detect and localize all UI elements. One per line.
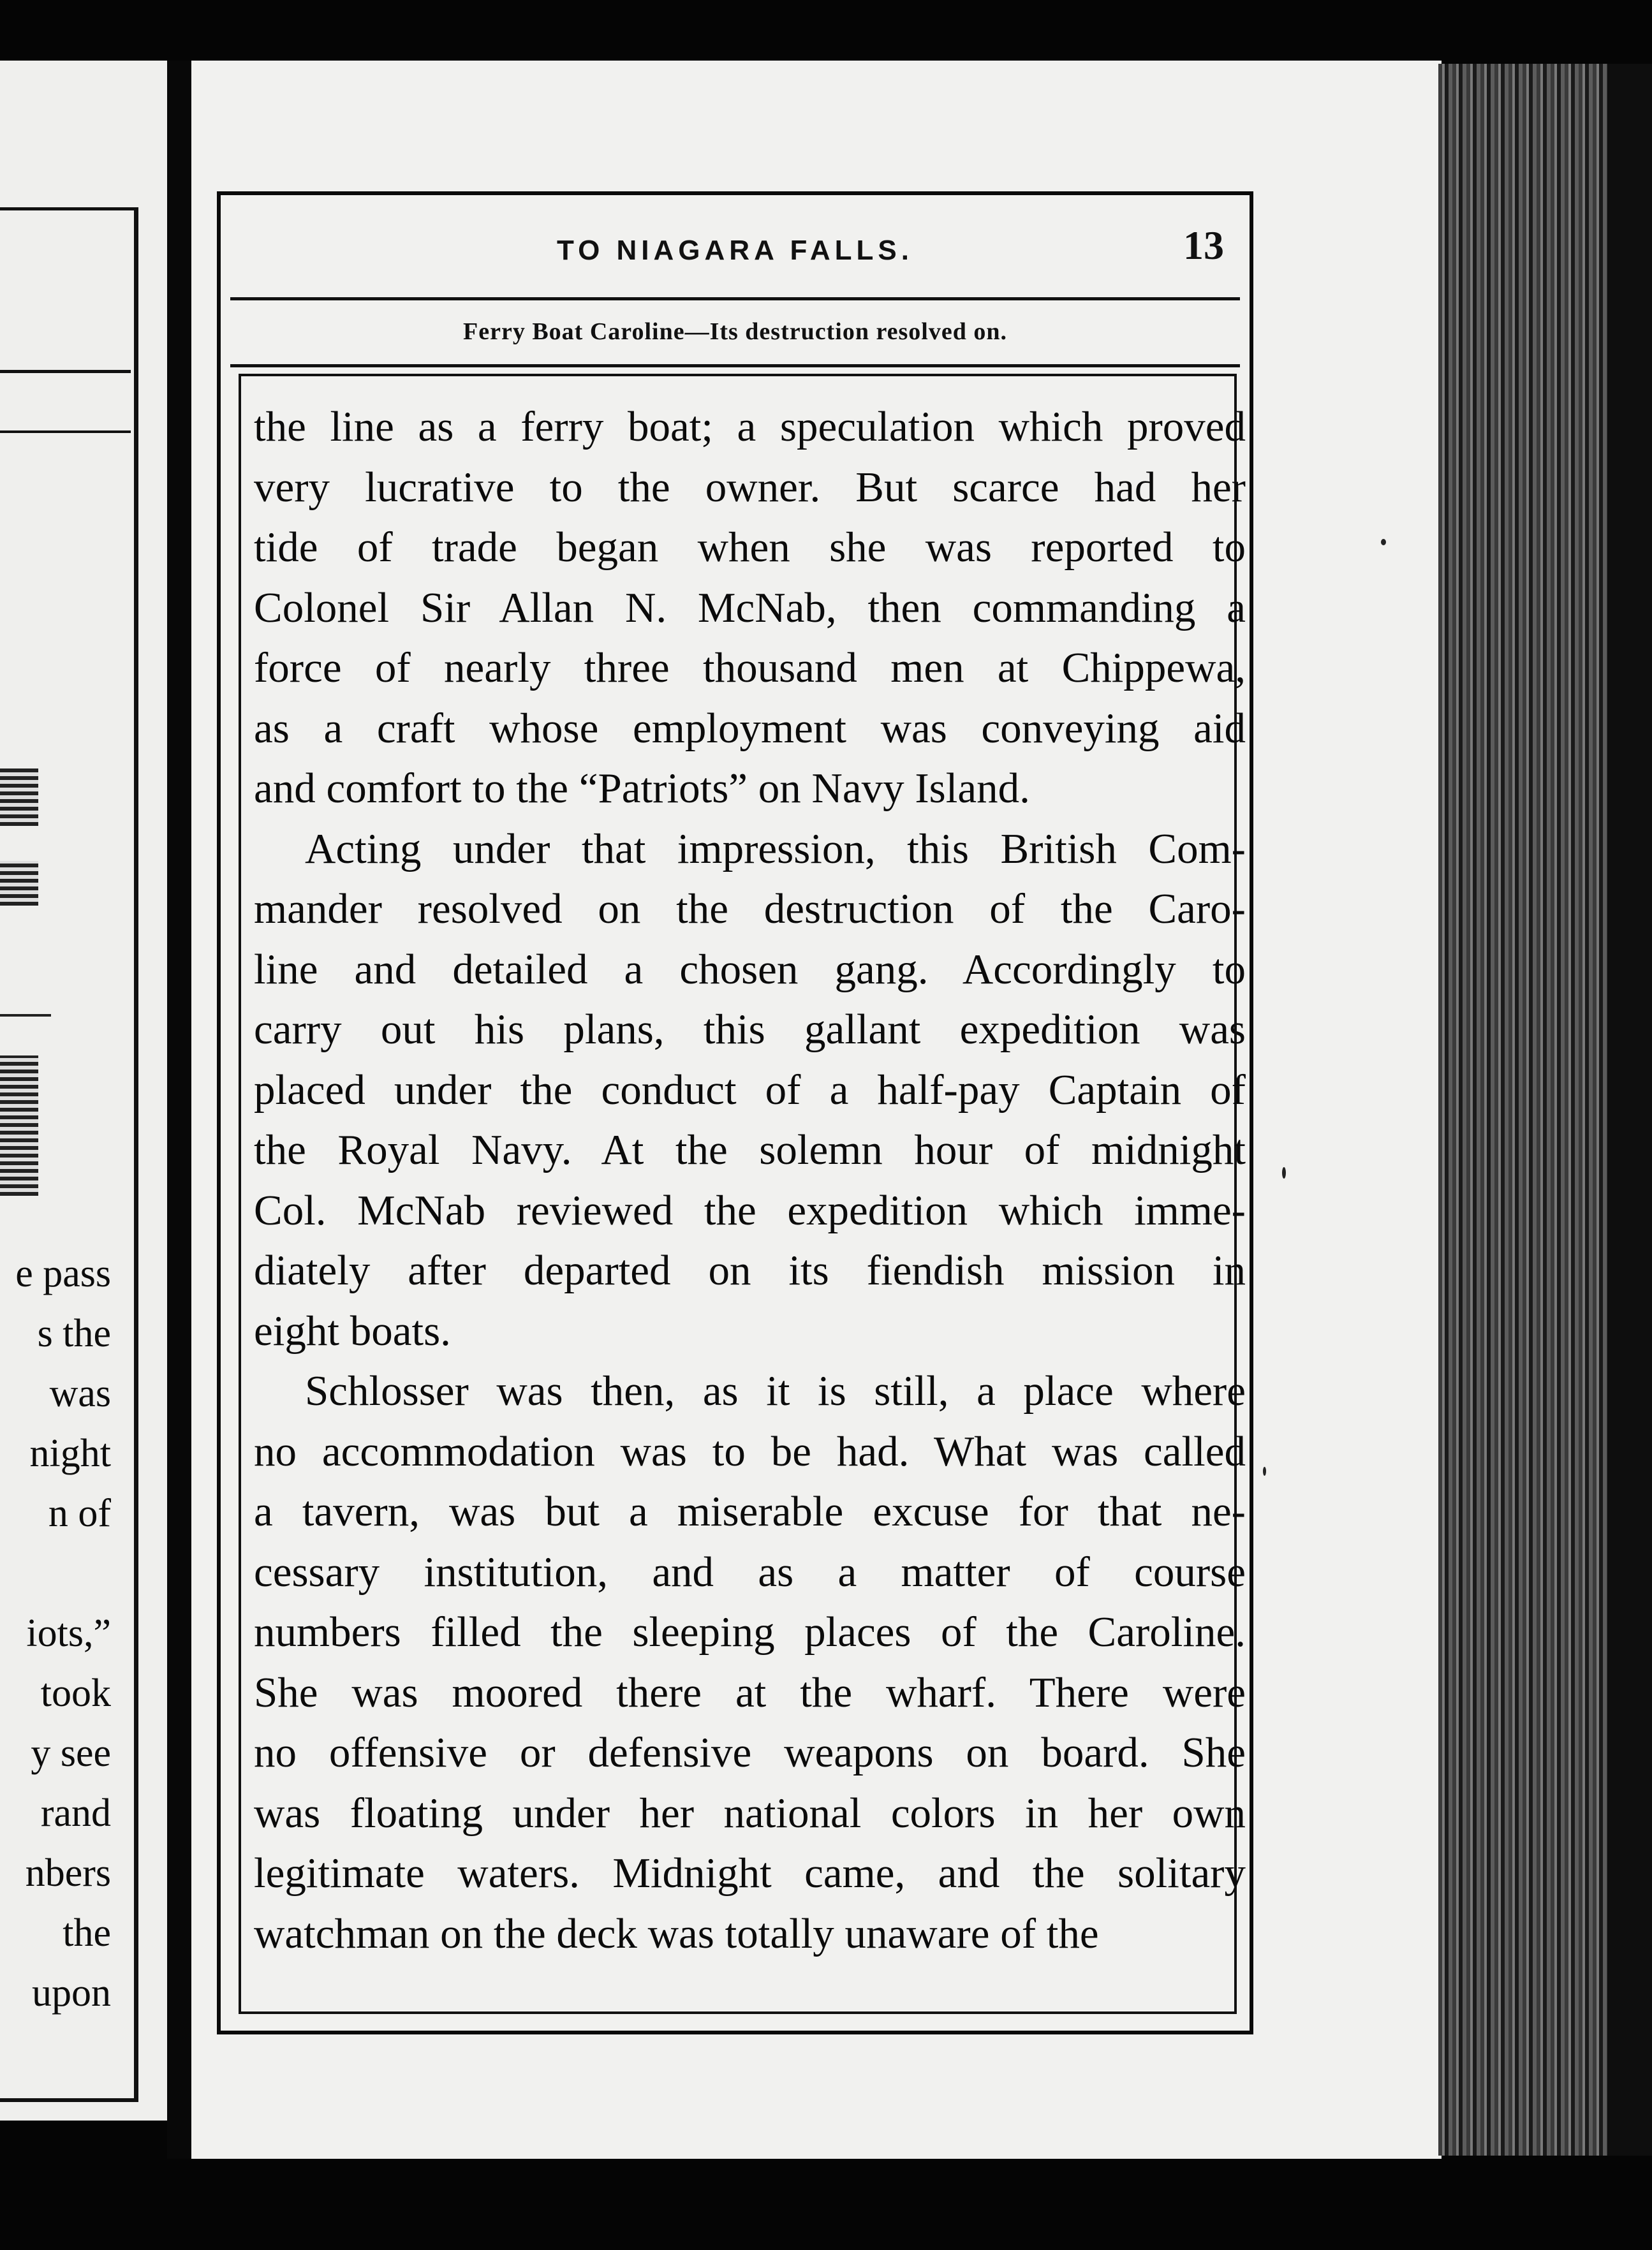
left-page-text bbox=[3, 1244, 111, 2023]
left-page-rule bbox=[0, 430, 131, 433]
text-line: She was moored there at the wharf. There were bbox=[254, 1668, 1246, 1716]
left-page-line: iots,” bbox=[26, 1612, 111, 1655]
paragraph bbox=[254, 819, 1246, 1362]
body-text bbox=[254, 397, 1246, 1964]
left-page-line: nbers bbox=[25, 1851, 111, 1895]
page-speck bbox=[1282, 1167, 1286, 1179]
left-page-line: night bbox=[29, 1432, 111, 1475]
text-line: Col. McNab reviewed the expedition which imme- bbox=[254, 1186, 1246, 1234]
page-number: 13 bbox=[1183, 223, 1224, 268]
text-line: Acting under that impression, this British Com- bbox=[305, 825, 1246, 872]
left-page-illustration bbox=[0, 768, 38, 826]
left-page-line: took bbox=[40, 1672, 111, 1715]
left-page-line: upon bbox=[32, 1971, 111, 2015]
text-line: mander resolved on the destruction of the Caro- bbox=[254, 885, 1246, 932]
running-header bbox=[221, 195, 1250, 297]
left-page-rule bbox=[0, 1014, 51, 1017]
text-line: the line as a ferry boat; a speculation which proved bbox=[254, 403, 1246, 450]
book-gutter bbox=[167, 61, 193, 2159]
text-line: and comfort to the “Patriots” on Navy Island. bbox=[254, 765, 1030, 812]
section-subhead: Ferry Boat Caroline—Its destruction resolved on. bbox=[463, 318, 1007, 345]
left-page-line: rand bbox=[40, 1791, 111, 1835]
text-line: legitimate waters. Midnight came, and the solitary bbox=[254, 1849, 1246, 1897]
text-line: eight boats. bbox=[254, 1307, 451, 1355]
paragraph bbox=[254, 397, 1246, 819]
text-line: tide of trade began when she was reported to bbox=[254, 524, 1246, 571]
left-page-rule bbox=[0, 370, 131, 373]
text-line: diately after departed on its fiendish mission in bbox=[254, 1247, 1246, 1294]
left-page-line bbox=[3, 1543, 111, 1603]
left-page-line: e pass bbox=[15, 1252, 111, 1295]
subhead-rule bbox=[230, 364, 1240, 367]
text-line: force of nearly three thousand men at Chippewa, bbox=[254, 644, 1246, 691]
text-line: cessary institution, and as a matter of course bbox=[254, 1548, 1246, 1596]
text-line: carry out his plans, this gallant expedition was bbox=[254, 1006, 1246, 1053]
text-line: no accommodation was to be had. What was called bbox=[254, 1427, 1246, 1475]
text-line: was floating under her national colors in her own bbox=[254, 1789, 1246, 1837]
book-cover-edge bbox=[1607, 64, 1652, 2156]
text-line: placed under the conduct of a half-pay Captain of bbox=[254, 1066, 1246, 1114]
left-page-line: y see bbox=[31, 1732, 111, 1775]
paragraph bbox=[254, 1361, 1246, 1964]
text-line: numbers filled the sleeping places of the Caroline. bbox=[254, 1608, 1246, 1656]
left-page-line: the bbox=[63, 1911, 111, 1955]
text-line: Colonel Sir Allan N. McNab, then commanding a bbox=[254, 584, 1246, 631]
text-line: the Royal Navy. At the solemn hour of midnight bbox=[254, 1126, 1246, 1173]
left-page-line: was bbox=[49, 1372, 111, 1415]
left-page-illustration bbox=[0, 861, 38, 906]
left-page-illustration bbox=[0, 1055, 38, 1196]
running-title: TO NIAGARA FALLS. bbox=[557, 235, 913, 266]
text-line: as a craft whose employment was conveying aid bbox=[254, 704, 1246, 752]
left-page-line: n of bbox=[48, 1492, 111, 1535]
page-speck bbox=[1381, 539, 1386, 545]
left-page-line: s the bbox=[37, 1312, 111, 1355]
page-speck bbox=[1263, 1467, 1266, 1476]
text-line: a tavern, was but a miserable excuse for that ne- bbox=[254, 1488, 1246, 1535]
text-line: line and detailed a chosen gang. Accordingly to bbox=[254, 945, 1246, 993]
text-line: watchman on the deck was totally unaware of the bbox=[254, 1909, 1099, 1957]
header-rule bbox=[230, 297, 1240, 300]
left-page-fragment bbox=[0, 61, 167, 2121]
text-line: no offensive or defensive weapons on board. She bbox=[254, 1729, 1246, 1776]
text-line: very lucrative to the owner. But scarce had her bbox=[254, 463, 1246, 511]
text-line: Schlosser was then, as it is still, a place where bbox=[305, 1367, 1246, 1415]
